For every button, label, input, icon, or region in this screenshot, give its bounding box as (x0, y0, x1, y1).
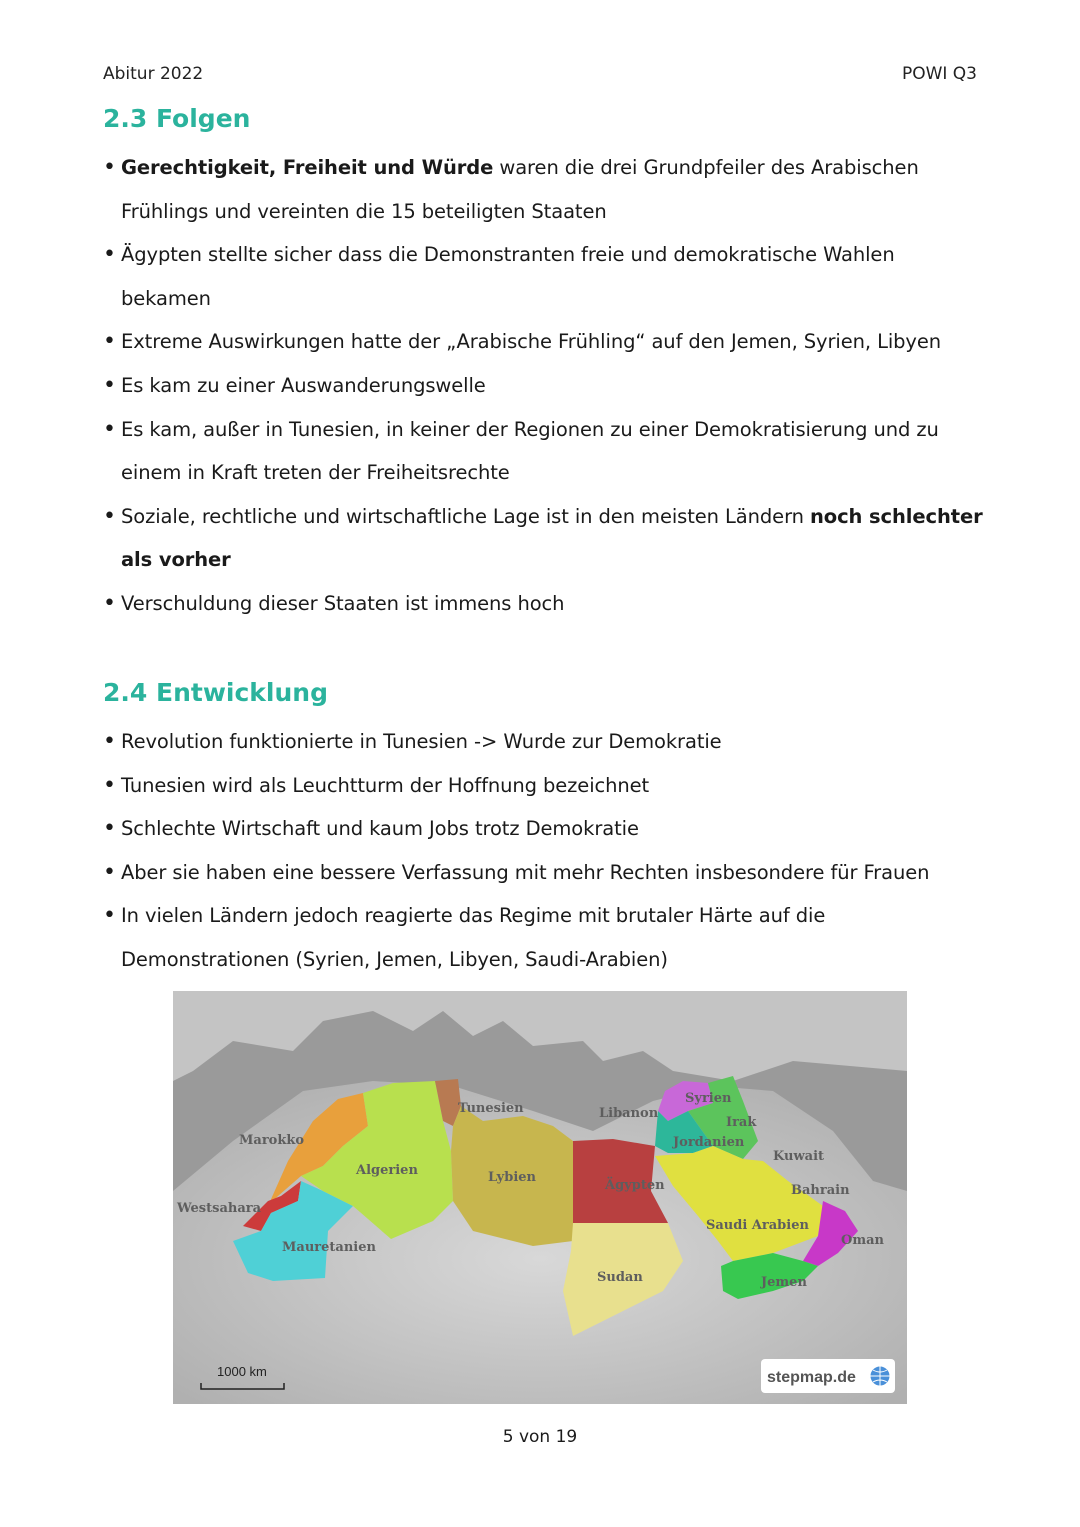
map-label-saudi: Saudi Arabien (706, 1218, 809, 1233)
list-item: • In vielen Ländern jedoch reagierte das Regime mit brutaler Härte auf die Demonstrationen (Syrien, Jemen, Libyen, Saudi-Arabien) (103, 894, 983, 981)
map-label-mauretanien: Mauretanien (282, 1240, 376, 1255)
list-item: • Aber sie haben eine bessere Verfassung mit mehr Rechten insbesondere für Frauen (103, 851, 983, 895)
scale-label: 1000 km (217, 1364, 267, 1379)
map-label-tunesien: Tunesien (458, 1101, 524, 1116)
map-label-bahrain: Bahrain (791, 1183, 850, 1198)
list-item: • Gerechtigkeit, Freiheit und Würde waren die drei Grundpfeiler des Arabischen Frühlings und vereinten die 15 beteiligten Staaten (103, 146, 983, 233)
list-item: • Ägypten stellte sicher dass die Demonstranten freie und demokratische Wahlen bekamen (103, 233, 983, 320)
map-label-libanon: Libanon (599, 1106, 659, 1121)
map-label-oman: Oman (841, 1233, 884, 1248)
header-left: Abitur 2022 (103, 64, 204, 84)
map-label-syrien: Syrien (685, 1091, 732, 1106)
map-label-marokko: Marokko (239, 1133, 305, 1148)
list-item: • Es kam, außer in Tunesien, in keiner der Regionen zu einer Demokratisierung und zu einem in Kraft treten der Freiheitsrechte (103, 408, 983, 495)
list-item: • Schlechte Wirtschaft und kaum Jobs trotz Demokratie (103, 807, 983, 851)
list-item: • Extreme Auswirkungen hatte der „Arabische Frühling“ auf den Jemen, Syrien, Libyen (103, 320, 983, 364)
map-label-westsahara: Westsahara (177, 1201, 262, 1216)
section-title-entwicklung: 2.4 Entwicklung (103, 678, 328, 707)
map-label-lybien: Lybien (488, 1170, 536, 1185)
brand-label: stepmap.de (767, 1369, 856, 1386)
arab-spring-map (173, 991, 907, 1404)
bullet-list-folgen (103, 146, 983, 626)
map-label-irak: Irak (726, 1115, 757, 1130)
map-label-algerien: Algerien (356, 1163, 418, 1178)
map-label-kuwait: Kuwait (773, 1149, 825, 1164)
list-item: • Soziale, rechtliche und wirtschaftliche Lage ist in den meisten Ländern noch schlechter als vorher (103, 495, 983, 582)
list-item: • Verschuldung dieser Staaten ist immens hoch (103, 582, 983, 626)
list-item: • Es kam zu einer Auswanderungswelle (103, 364, 983, 408)
page-footer: 5 von 19 (502, 1427, 578, 1447)
map-label-jemen: Jemen (761, 1275, 807, 1290)
list-item: • Tunesien wird als Leuchtturm der Hoffnung bezeichnet (103, 764, 983, 808)
globe-icon (870, 1366, 890, 1386)
map-label-sudan: Sudan (597, 1270, 643, 1285)
header-right: POWI Q3 (901, 64, 977, 84)
list-item: • Revolution funktionierte in Tunesien -> Wurde zur Demokratie (103, 720, 983, 764)
section-title-folgen: 2.3 Folgen (103, 104, 251, 133)
bullet-list-entwicklung (103, 720, 983, 982)
map-label-aegypten: Ägypten (605, 1178, 665, 1193)
map-label-jordanien: Jordanien (673, 1135, 745, 1150)
